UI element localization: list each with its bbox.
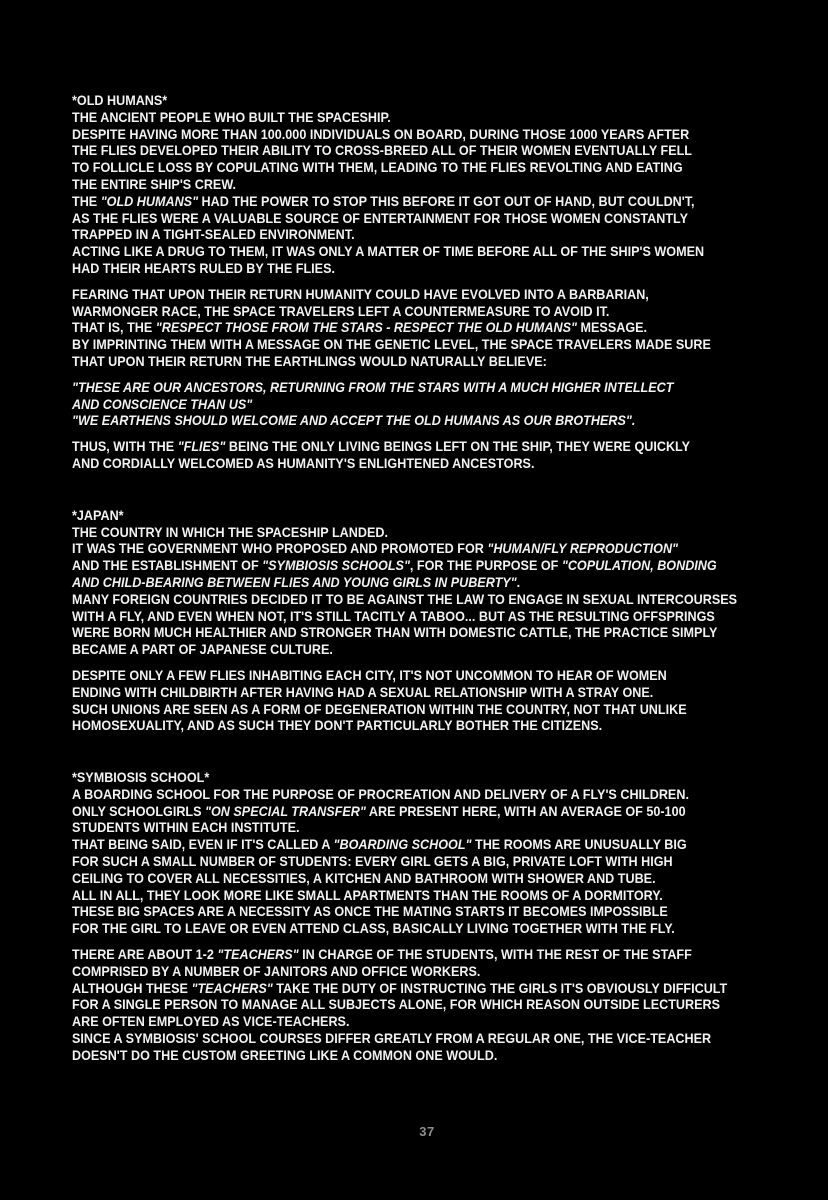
text-line [72, 396, 720, 413]
text-line [72, 243, 720, 260]
text-segment: HAD THEIR HEARTS RULED BY THE FLIES. [72, 259, 335, 276]
text-line [72, 109, 720, 126]
text-segment: WARMONGER RACE, THE SPACE TRAVELERS LEFT A COUNTERMEASURE TO AVOID IT. [72, 302, 610, 319]
text-segment: THE ENTIRE SHIP'S CREW. [72, 175, 237, 192]
section-countermeasure [72, 286, 792, 370]
text-segment: DESPITE ONLY A FEW FLIES INHABITING EACH CITY, IT'S NOT UNCOMMON TO HEAR OF WOMEN [72, 666, 667, 683]
text-segment: BEING THE ONLY LIVING BEINGS LEFT ON THE SHIP, THEY WERE QUICKLY [225, 438, 690, 455]
section-japan [72, 507, 792, 658]
text-line [72, 624, 720, 641]
text-segment: BY IMPRINTING THEM WITH A MESSAGE ON THE GENETIC LEVEL, THE SPACE TRAVELERS MADE SURE [72, 336, 711, 353]
page-number: 37 [419, 1124, 435, 1139]
text-line [72, 963, 720, 980]
emphasized-text: "SYMBIOSIS SCHOOLS" [262, 557, 410, 574]
text-segment: DOESN'T DO THE CUSTOM GREETING LIKE A COMMON ONE WOULD. [72, 1046, 498, 1063]
text-segment: THE [72, 192, 101, 209]
emphasized-text: "BOARDING SCHOOL" [333, 836, 472, 853]
text-line [72, 540, 720, 557]
text-line [72, 979, 728, 997]
text-segment: A BOARDING SCHOOL FOR THE PURPOSE OF PROCREATION AND DELIVERY OF A FLY'S CHILDREN. [72, 785, 689, 802]
text-line [72, 608, 720, 625]
text-segment: HOMOSEXUALITY, AND AS SUCH THEY DON'T PARTICULARLY BOTHER THE CITIZENS. [72, 717, 603, 734]
emphasized-text: "OLD HUMANS" [100, 192, 199, 209]
text-line [72, 667, 720, 684]
section-symbiosis-school [72, 769, 792, 937]
text-segment: ARE PRESENT HERE, WITH AN AVERAGE OF 50-100 [365, 802, 686, 819]
text-line [72, 887, 720, 904]
text-line [72, 684, 720, 701]
text-line [72, 336, 720, 353]
text-segment: ARE OFTEN EMPLOYED AS VICE-TEACHERS. [72, 1013, 350, 1030]
text-line [72, 557, 720, 574]
text-segment: AND THE ESTABLISHMENT OF [72, 557, 263, 574]
text-segment: TAKE THE DUTY OF INSTRUCTING THE GIRLS IT'S OBVIOUSLY DIFFICULT [272, 979, 728, 996]
text-line [72, 176, 720, 193]
emphasized-text: "TEACHERS" [217, 946, 299, 963]
emphasized-text: "THESE ARE OUR ANCESTORS, RETURNING FROM THE STARS WITH A MUCH HIGHER INTELLECT [72, 378, 674, 395]
text-segment: THAT IS, THE [72, 319, 156, 336]
text-segment: FOR SUCH A SMALL NUMBER OF STUDENTS: EVERY GIRL GETS A BIG, PRIVATE LOFT WITH HIGH [72, 853, 673, 870]
text-segment: FOR THE GIRL TO LEAVE OR EVEN ATTEND CLASS, BASICALLY LIVING TOGETHER WITH THE FLY. [72, 920, 675, 937]
text-segment: IN CHARGE OF THE STUDENTS, WITH THE REST OF THE STAFF [298, 946, 692, 963]
text-line [72, 412, 720, 429]
text-segment: AND CORDIALLY WELCOMED AS HUMANITY'S ENLIGHTENED ANCESTORS. [72, 454, 535, 471]
text-segment: CEILING TO COVER ALL NECESSITIES, A KITCHEN AND BATHROOM WITH SHOWER AND TUBE. [72, 869, 656, 886]
glossary-text [72, 92, 792, 1064]
text-line [72, 769, 720, 786]
text-line [72, 379, 720, 396]
text-segment: THUS, WITH THE [72, 438, 178, 455]
text-line [72, 786, 720, 803]
text-line [72, 524, 720, 541]
emphasized-text: AND CONSCIENCE THAN US" [72, 395, 253, 412]
text-segment: STUDENTS WITHIN EACH INSTITUTE. [72, 819, 300, 836]
text-line [72, 286, 720, 303]
section-school-staff [72, 946, 792, 1064]
emphasized-text: "WE EARTHENS SHOULD WELCOME AND ACCEPT THE OLD HUMANS AS OUR BROTHERS". [72, 412, 636, 429]
emphasized-text: "COPULATION, BONDING [561, 557, 717, 574]
text-line [72, 574, 720, 591]
text-segment: MANY FOREIGN COUNTRIES DECIDED IT TO BE AGAINST THE LAW TO ENGAGE IN SEXUAL INTERCOURSES [72, 590, 738, 607]
text-segment: FEARING THAT UPON THEIR RETURN HUMANITY COULD HAVE EVOLVED INTO A BARBARIAN, [72, 285, 649, 302]
text-segment: FOR A SINGLE PERSON TO MANAGE ALL SUBJECTS ALONE, FOR WHICH REASON OUTSIDE LECTURERS [72, 996, 721, 1013]
text-line [72, 210, 720, 227]
text-line [72, 903, 720, 920]
text-line [72, 701, 720, 718]
text-line [72, 870, 720, 887]
text-segment: TRAPPED IN A TIGHT-SEALED ENVIRONMENT. [72, 226, 355, 243]
text-line [72, 455, 720, 472]
text-line [72, 126, 720, 143]
text-line [72, 836, 720, 853]
text-line [72, 319, 720, 336]
text-line [72, 260, 720, 277]
text-line [72, 226, 720, 243]
text-segment: THESE BIG SPACES ARE A NECESSITY AS ONCE THE MATING STARTS IT BECOMES IMPOSSIBLE [72, 903, 668, 920]
text-segment: *JAPAN* [72, 506, 124, 523]
text-segment: ACTING LIKE A DRUG TO THEM, IT WAS ONLY A MATTER OF TIME BEFORE ALL OF THE SHIP'S WOMEN [72, 243, 705, 260]
text-segment: THAT BEING SAID, EVEN IF IT'S CALLED A [72, 836, 334, 853]
text-segment: DESPITE HAVING MORE THAN 100.000 INDIVIDUALS ON BOARD, DURING THOSE 1000 YEARS AFTER [72, 125, 690, 142]
text-line [72, 142, 720, 159]
text-segment: THERE ARE ABOUT 1-2 [72, 946, 218, 963]
text-segment: THE ANCIENT PEOPLE WHO BUILT THE SPACESHIP. [72, 108, 391, 125]
text-line [72, 803, 720, 820]
text-line [72, 438, 720, 455]
emphasized-text: "FLIES" [177, 438, 226, 455]
text-segment: , FOR THE PURPOSE OF [409, 557, 562, 574]
text-line [72, 819, 720, 836]
text-line [72, 590, 738, 608]
text-line [72, 353, 720, 370]
text-segment: ALL IN ALL, THEY LOOK MORE LIKE SMALL APARTMENTS THAN THE ROOMS OF A DORMITORY. [72, 886, 663, 903]
text-segment: AS THE FLIES WERE A VALUABLE SOURCE OF ENTERTAINMENT FOR THOSE WOMEN CONSTANTLY [72, 209, 689, 226]
text-segment: THAT UPON THEIR RETURN THE EARTHLINGS WOULD NATURALLY BELIEVE: [72, 352, 547, 369]
text-line [72, 641, 720, 658]
text-segment: BECAME A PART OF JAPANESE CULTURE. [72, 641, 333, 658]
section-flies-welcomed [72, 438, 792, 472]
section-belief-quotes [72, 379, 792, 429]
text-line [72, 1047, 720, 1064]
text-line [72, 946, 720, 963]
emphasized-text: "ON SPECIAL TRANSFER" [205, 802, 366, 819]
text-segment: *SYMBIOSIS SCHOOL* [72, 769, 210, 786]
text-segment: WITH A FLY, AND EVEN WHEN NOT, IT'S STILL TACITLY A TABOO... BUT AS THE RESULTING OFFSPRINGS [72, 607, 715, 624]
text-line [72, 507, 720, 524]
text-line [72, 159, 720, 176]
text-segment: THE COUNTRY IN WHICH THE SPACESHIP LANDED. [72, 523, 388, 540]
text-segment: SINCE A SYMBIOSIS' SCHOOL COURSES DIFFER GREATLY FROM A REGULAR ONE, THE VICE-TEACHER [72, 1030, 712, 1047]
text-line [72, 853, 720, 870]
text-segment: WERE BORN MUCH HEALTHIER AND STRONGER THAN WITH DOMESTIC CATTLE, THE PRACTICE SIMPLY [72, 624, 718, 641]
text-line [72, 303, 720, 320]
text-segment: ONLY SCHOOLGIRLS [72, 802, 206, 819]
text-line [72, 1030, 720, 1047]
emphasized-text: "RESPECT THOSE FROM THE STARS - RESPECT THE OLD HUMANS" [155, 319, 578, 336]
text-segment: THE FLIES DEVELOPED THEIR ABILITY TO CROSS-BREED ALL OF THEIR WOMEN EVENTUALLY FELL [72, 142, 693, 159]
text-line [72, 92, 720, 109]
text-segment: HAD THE POWER TO STOP THIS BEFORE IT GOT OUT OF HAND, BUT COULDN'T, [198, 192, 695, 209]
text-segment: *OLD HUMANS* [72, 92, 168, 108]
text-line [72, 996, 720, 1013]
text-segment: MESSAGE. [577, 319, 648, 336]
text-line [72, 920, 720, 937]
section-stray-flies [72, 667, 792, 734]
text-segment: ALTHOUGH THESE [72, 979, 192, 996]
text-segment: THE ROOMS ARE UNUSUALLY BIG [471, 836, 687, 853]
text-segment: TO FOLLICLE LOSS BY COPULATING WITH THEM, LEADING TO THE FLIES REVOLTING AND EATING [72, 159, 683, 176]
text-segment: SUCH UNIONS ARE SEEN AS A FORM OF DEGENERATION WITHIN THE COUNTRY, NOT THAT UNLIKE [72, 700, 687, 717]
emphasized-text: AND CHILD-BEARING BETWEEN FLIES AND YOUNG GIRLS IN PUBERTY" [72, 573, 517, 590]
emphasized-text: "HUMAN/FLY REPRODUCTION" [487, 540, 679, 557]
text-line [72, 1013, 720, 1030]
emphasized-text: "TEACHERS" [191, 979, 273, 996]
text-segment: ENDING WITH CHILDBIRTH AFTER HAVING HAD A SEXUAL RELATIONSHIP WITH A STRAY ONE. [72, 683, 654, 700]
section-old-humans [72, 92, 792, 277]
text-line [72, 717, 720, 734]
text-segment: . [516, 573, 521, 590]
text-segment: COMPRISED BY A NUMBER OF JANITORS AND OFFICE WORKERS. [72, 962, 481, 979]
text-line [72, 193, 720, 210]
text-segment: IT WAS THE GOVERNMENT WHO PROPOSED AND PROMOTED FOR [72, 540, 488, 557]
